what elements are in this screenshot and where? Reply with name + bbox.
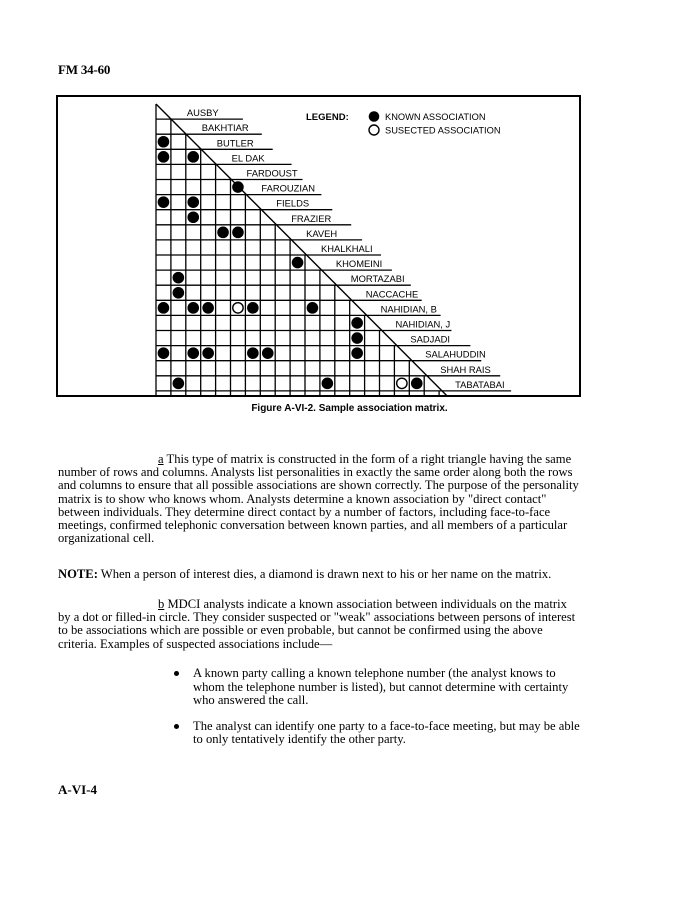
person-name-label: MORTAZABI [350, 273, 405, 285]
person-name-label: FIELDS [276, 197, 310, 209]
association-matrix-figure [56, 95, 581, 397]
known-association-dot [411, 378, 423, 390]
known-association-dot [158, 302, 170, 314]
association-matrix [58, 97, 579, 395]
known-association-dot [292, 257, 304, 269]
known-association-dot [217, 227, 229, 239]
note-text: When a person of interest dies, a diamond is drawn next to his or her name on the matrix. [97, 567, 552, 581]
known-association-dot [202, 347, 214, 359]
known-association-dot [158, 347, 170, 359]
person-name-label: KAVEH [306, 227, 338, 239]
page-number: A-VI-4 [58, 782, 97, 797]
figure-caption: Figure A-VI-2. Sample association matrix. [251, 403, 448, 414]
bullet-text: The analyst can identify one party to a face-to-face meeting, but may be able to only tentatively identify the other party. [193, 718, 580, 747]
known-association-dot [307, 302, 319, 314]
note-label: NOTE: [58, 567, 98, 581]
bullet-icon [174, 671, 179, 676]
known-association-dot [187, 151, 199, 163]
document-code: FM 34-60 [58, 62, 111, 77]
paragraph-b-text: MDCI analysts indicate a known association between individuals on the matrix by a dot or filled-in circle. They consider suspected or "weak" associations between persons of interest to be associations which are possible or even probable, but cannot be confirmed using the above criteria. Examples of suspected associations include— [58, 597, 576, 651]
legend-suspected-label: SUSECTED ASSOCIATION [385, 125, 501, 136]
person-name-label: BUTLER [216, 137, 254, 149]
person-name-label: NACCACHE [365, 288, 419, 300]
person-name-label: KHALKHALI [321, 243, 373, 254]
known-association-dot [262, 347, 274, 359]
person-name-label: BAKHTIAR [201, 122, 249, 134]
known-association-dot [232, 181, 244, 193]
known-association-dot [247, 347, 259, 359]
known-association-dot [173, 378, 185, 390]
legend-title: LEGEND: [306, 112, 349, 123]
known-association-dot [247, 302, 259, 314]
known-association-dot [158, 136, 170, 148]
person-name-label: NAHIDIAN, B [380, 303, 437, 315]
person-name-label: AUSBY [186, 107, 219, 119]
legend-known-dot [369, 111, 380, 122]
list-item [172, 667, 582, 708]
person-name-label: EL DAK [231, 152, 265, 164]
person-name-label: FAROUZIAN [261, 182, 316, 194]
paragraph-b [58, 598, 582, 651]
known-association-dot [322, 378, 334, 390]
legend-suspected-dot [369, 125, 379, 135]
known-association-dot [351, 317, 363, 329]
legend-known-label: KNOWN ASSOCIATION [385, 112, 486, 122]
known-association-dot [202, 302, 214, 314]
known-association-dot [158, 196, 170, 208]
list-item [172, 720, 582, 747]
bullet-text: A known party calling a known telephone number (the analyst knows to whom the telephone number is listed), but cannot determine with certainty who answered the call. [193, 666, 569, 708]
person-name-label: KHOMEINI [335, 258, 383, 270]
known-association-dot [187, 211, 199, 223]
paragraph-b-label: b [158, 597, 165, 611]
person-name-label: FRAZIER [291, 212, 332, 224]
known-association-dot [187, 196, 199, 208]
person-name-label: FARDOUST [246, 167, 298, 179]
paragraph-a [58, 453, 582, 545]
suspected-association-dot [397, 378, 407, 388]
known-association-dot [187, 347, 199, 359]
person-name-label: SADJADI [410, 333, 450, 345]
person-name-label: SALAHUDDIN [425, 348, 486, 360]
suspected-association-examples [172, 667, 582, 759]
paragraph-a-label: a [158, 452, 164, 466]
known-association-dot [351, 347, 363, 359]
bullet-icon [174, 724, 179, 729]
known-association-dot [187, 302, 199, 314]
known-association-dot [173, 287, 185, 299]
person-name-label: TABATABAI [455, 378, 505, 390]
person-name-label: SHAH RAIS [440, 363, 491, 375]
known-association-dot [173, 272, 185, 284]
paragraph-a-text: This type of matrix is constructed in the form of a right triangle having the same number of rows and columns. Analysts list personalities in exactly the same order along both the rows and columns to ensure that all possible associations are shown correctly. The purpose of the personality matrix is to show who knows whom. Analysts determine a known association by "direct contact" between individuals. They determine direct contact by a number of factors, including face-to-face meetings, confirmed telephonic conversation between known parties, and all members of a particular organizational cell. [58, 452, 579, 546]
suspected-association-dot [233, 303, 243, 313]
note-paragraph [58, 568, 582, 581]
known-association-dot [158, 151, 170, 163]
person-name-label: NAHIDIAN, J [395, 318, 451, 330]
known-association-dot [351, 332, 363, 344]
known-association-dot [232, 227, 244, 239]
